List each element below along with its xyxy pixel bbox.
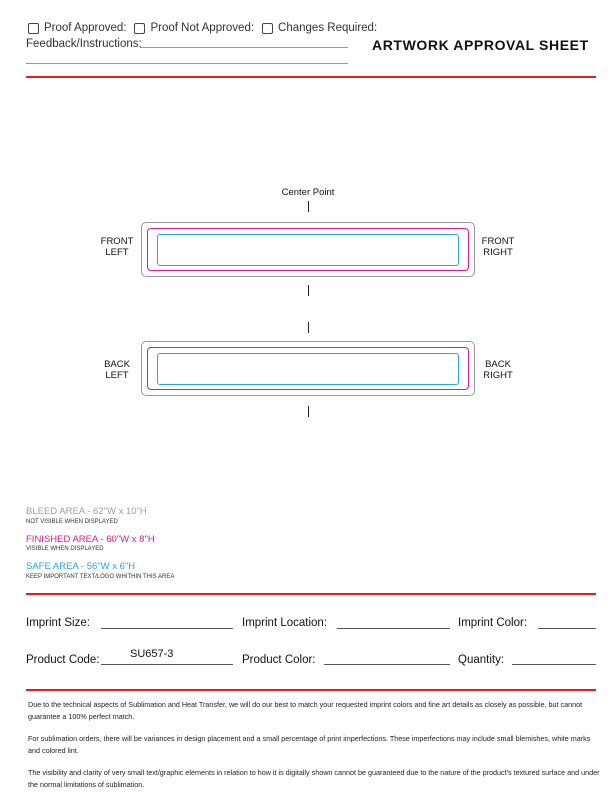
changes-required-label: Changes Required: — [278, 22, 378, 34]
product-code-value: SU657-3 — [130, 648, 174, 660]
proof-approved-checkbox[interactable] — [28, 23, 39, 34]
feedback-line[interactable] — [140, 47, 348, 48]
changes-required-checkbox[interactable] — [262, 23, 273, 34]
proof-not-approved-label: Proof Not Approved: — [150, 22, 255, 34]
divider — [26, 689, 596, 691]
proof-not-approved-checkbox[interactable] — [134, 23, 145, 34]
imprint-size-label: Imprint Size: — [26, 617, 90, 629]
product-code-field[interactable] — [101, 664, 233, 665]
divider — [26, 593, 596, 595]
imprint-color-label: Imprint Color: — [458, 617, 528, 629]
safe-area-note: KEEP IMPORTANT TEXT/LOGO WHITHIN THIS AREA — [26, 574, 175, 580]
front-left-label: FRONT LEFT — [100, 236, 134, 258]
disclaimer-paragraph: The visibility and clarity of very small text/graphic elements in relation to how it is digitally shown cannot be guaranteed due to the nature of the product's textured surface and under the normal limitations of sublimation. — [28, 768, 600, 789]
disclaimer-paragraph: For sublimation orders, there will be variances in design placement and a small percentage of print imperfections. These imperfections may include small blemishes, white marks and colored lint. — [28, 734, 591, 755]
center-tick — [308, 285, 309, 296]
bleed-area-title: BLEED AREA - 62"W x 10"H — [26, 506, 147, 517]
center-tick — [308, 406, 309, 417]
back-right-label: BACK RIGHT — [483, 359, 513, 381]
imprint-location-field[interactable] — [337, 628, 450, 629]
divider — [26, 76, 596, 78]
center-point-label: Center Point — [281, 187, 335, 198]
approval-checkboxes — [28, 20, 385, 36]
quantity-field[interactable] — [512, 664, 596, 665]
back-left-label: BACK LEFT — [104, 359, 130, 381]
product-code-label: Product Code: — [26, 654, 100, 666]
product-color-field[interactable] — [324, 664, 450, 665]
quantity-label: Quantity: — [458, 654, 505, 666]
center-tick — [308, 201, 309, 212]
imprint-location-label: Imprint Location: — [242, 617, 328, 629]
disclaimer-paragraph: Due to the technical aspects of Sublimation and Heat Transfer, we will do our best to match your requested imprint colors and fine art details as closely as possible, but cannot guarantee a 100% perfect match. — [28, 700, 583, 721]
product-color-label: Product Color: — [242, 654, 316, 666]
front-right-label: FRONT RIGHT — [481, 236, 515, 258]
center-tick — [308, 322, 309, 333]
finished-area-title: FINISHED AREA - 60"W x 8"H — [26, 534, 155, 545]
proof-not-approved-option[interactable] — [134, 22, 254, 34]
back-safe-area — [157, 353, 459, 385]
imprint-color-field[interactable] — [538, 628, 596, 629]
page-title: ARTWORK APPROVAL SHEET — [372, 37, 589, 53]
changes-required-option[interactable] — [262, 22, 377, 34]
feedback-label: Feedback/Instructions: — [26, 38, 142, 50]
imprint-size-field[interactable] — [101, 628, 233, 629]
feedback-line[interactable] — [26, 63, 348, 64]
proof-approved-option[interactable] — [28, 22, 126, 34]
finished-area-note: VISIBLE WHEN DISPLAYED — [26, 546, 104, 552]
bleed-area-note: NOT VISIBLE WHEN DISPLAYED — [26, 519, 118, 525]
proof-approved-label: Proof Approved: — [44, 22, 127, 34]
safe-area-title: SAFE AREA - 56"W x 6"H — [26, 561, 136, 572]
front-safe-area — [157, 234, 459, 266]
